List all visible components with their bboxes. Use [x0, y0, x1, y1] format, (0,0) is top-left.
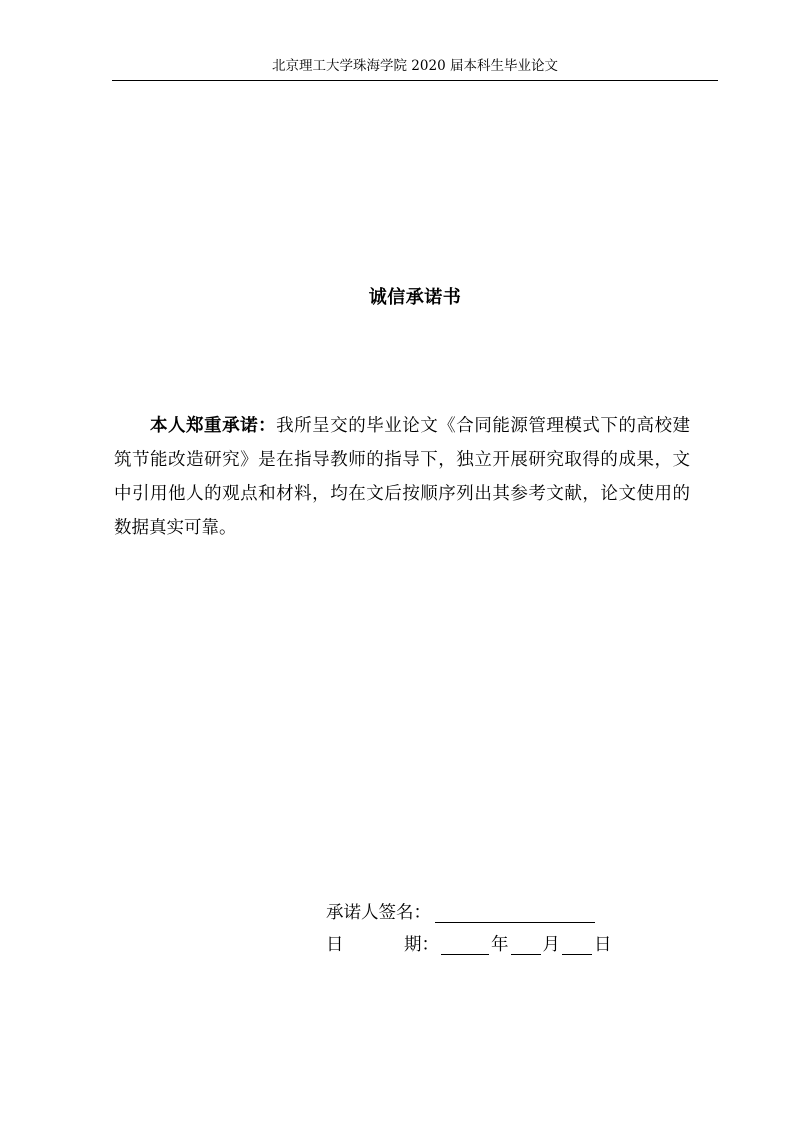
year-label: 年	[491, 935, 509, 955]
signer-label: 承诺人签名：	[326, 903, 431, 923]
day-label: 日	[594, 935, 612, 955]
month-label: 月	[542, 935, 560, 955]
header-rule	[112, 80, 718, 81]
date-row	[326, 930, 612, 960]
pledge-body: 我所呈交的毕业论文《合同能源管理模式下的高校建筑节能改造研究》是在指导教师的指导下，独立开展研究取得的成果，文中引用他人的观点和材料，均在文后按顺序列出其参考文献，论文使用的数据真实可靠。	[114, 416, 691, 538]
page-title: 诚信承诺书	[368, 287, 462, 308]
signature-block	[326, 898, 612, 960]
date-label-ri: 日	[326, 935, 344, 955]
month-line[interactable]	[511, 932, 541, 955]
day-line[interactable]	[562, 932, 592, 955]
pledge-lead: 本人郑重承诺：	[150, 416, 277, 436]
signature-line[interactable]	[435, 900, 595, 923]
signer-row	[326, 898, 612, 928]
page-header: 北京理工大学珠海学院 2020 届本科生毕业论文	[272, 58, 558, 74]
pledge-paragraph	[114, 409, 690, 545]
year-line[interactable]	[441, 932, 489, 955]
date-label-qi: 期：	[404, 935, 439, 955]
